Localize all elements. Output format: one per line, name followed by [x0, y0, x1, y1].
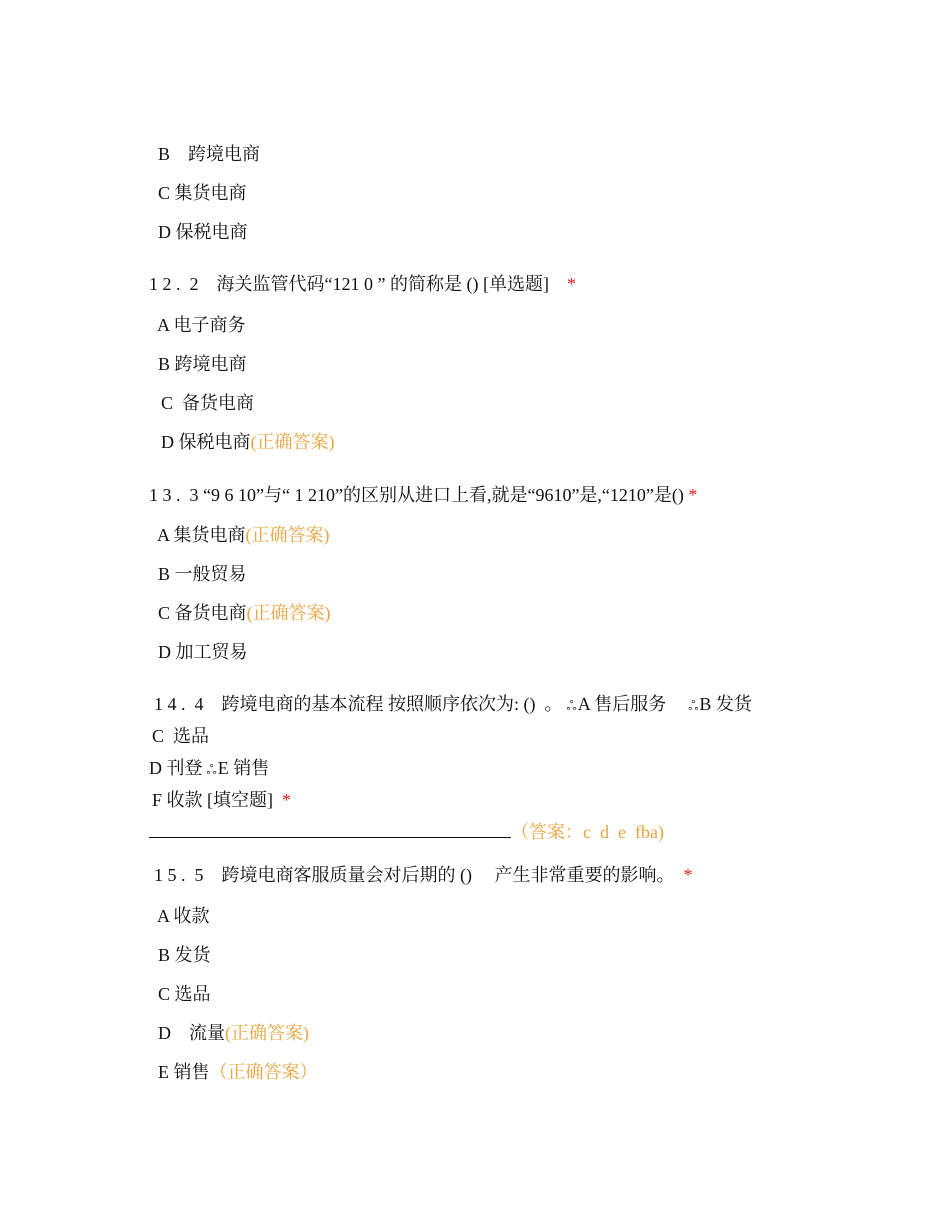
option-letter: D — [158, 1023, 171, 1043]
list-bullet-icon: ஃ — [566, 698, 577, 713]
flow-step-a: A 售后服务 — [577, 694, 667, 714]
q15-option-b — [149, 922, 211, 966]
option-letter: C — [161, 393, 174, 413]
q11-option-c — [149, 160, 247, 204]
option-text: 收款 — [173, 906, 210, 926]
question-text: “9 6 10”与“ 1 210”的区别从进口上看,就是“9610”是,“1210”是() — [203, 485, 684, 505]
question-number: 1 2 . 2 — [149, 274, 199, 294]
q15-title — [145, 842, 693, 886]
correct-answer-tag: (正确答案) — [250, 432, 335, 452]
option-text: 备货电商 — [182, 393, 255, 413]
option-text: 一般贸易 — [174, 564, 247, 584]
option-text: 发货 — [174, 945, 211, 965]
option-text: 保税电商 — [178, 432, 251, 452]
q11-option-b — [149, 121, 260, 165]
option-text: 集货电商 — [173, 525, 246, 545]
option-letter: C — [158, 183, 171, 203]
flow-step-f: F 收款 [填空题] — [152, 790, 273, 810]
q12-option-d — [152, 409, 335, 453]
flow-step-e: E 销售 — [217, 758, 270, 778]
required-mark: * — [683, 865, 693, 885]
correct-answer-tag: (正确答案) — [245, 525, 330, 545]
q13-title — [140, 462, 697, 506]
option-text: 集货电商 — [174, 183, 247, 203]
option-letter: B — [158, 354, 171, 374]
q14-title — [145, 671, 752, 717]
option-letter: D — [161, 432, 174, 452]
q15-option-e — [149, 1039, 318, 1083]
option-text: 跨境电商 — [188, 144, 261, 164]
flow-step-d: D 刊登 — [149, 758, 203, 778]
option-letter: B — [158, 945, 171, 965]
option-letter: E — [158, 1062, 169, 1082]
required-mark: * — [282, 790, 291, 810]
option-text: 加工贸易 — [175, 642, 248, 662]
option-text: 电子商务 — [173, 315, 246, 335]
option-letter: A — [157, 525, 170, 545]
q12-option-c — [152, 370, 254, 414]
option-letter: A — [157, 315, 170, 335]
question-number: 1 5 . 5 — [154, 865, 204, 885]
answer-text: （答案：c d e fba) — [511, 822, 664, 842]
option-letter: B — [158, 564, 171, 584]
question-text: 跨境电商客服质量会对后期的 () 产生非常重要的影响。 — [221, 865, 675, 885]
option-text: 备货电商 — [174, 603, 247, 623]
question-number: 1 3 . 3 — [149, 485, 199, 505]
option-letter: B — [158, 144, 171, 164]
correct-answer-tag: （正确答案） — [209, 1062, 318, 1082]
list-bullet-icon: ஃ — [688, 698, 699, 713]
option-letter: C — [158, 984, 171, 1004]
option-letter: A — [157, 906, 170, 926]
q12-option-a — [149, 292, 246, 336]
question-text: 跨境电商的基本流程 按照顺序依次为: () 。 — [221, 694, 563, 714]
q12-title — [140, 251, 576, 295]
q14-answer-line — [140, 799, 664, 843]
correct-answer-tag: (正确答案) — [246, 603, 331, 623]
q13-option-b — [149, 541, 247, 585]
required-mark: * — [688, 485, 698, 505]
option-text: 流量 — [189, 1023, 225, 1043]
option-text: 销售 — [173, 1062, 210, 1082]
q12-option-b — [149, 331, 247, 375]
q15-option-d — [149, 1000, 309, 1044]
option-letter: D — [158, 642, 171, 662]
list-bullet-icon: ஃ — [206, 762, 217, 777]
option-letter: C — [158, 603, 171, 623]
q11-option-d — [149, 199, 248, 243]
correct-answer-tag: (正确答案) — [225, 1023, 309, 1043]
option-text: 选品 — [174, 984, 211, 1004]
option-text: 保税电商 — [175, 222, 248, 242]
q15-option-c — [149, 961, 211, 1005]
q13-option-c — [149, 580, 331, 624]
required-mark: * — [566, 274, 576, 294]
flow-step-b: B 发货 — [699, 694, 752, 714]
q13-option-d — [149, 619, 248, 663]
q15-option-a — [149, 883, 210, 927]
fill-in-blank — [149, 821, 511, 838]
q13-option-a — [149, 502, 330, 546]
question-number: 1 4 . 4 — [154, 694, 204, 714]
option-text: 跨境电商 — [174, 354, 247, 374]
flow-step-c: C 选品 — [152, 726, 210, 746]
question-text: 海关监管代码“121 0 ” 的简称是 () [单选题] — [216, 274, 549, 294]
option-letter: D — [158, 222, 171, 242]
